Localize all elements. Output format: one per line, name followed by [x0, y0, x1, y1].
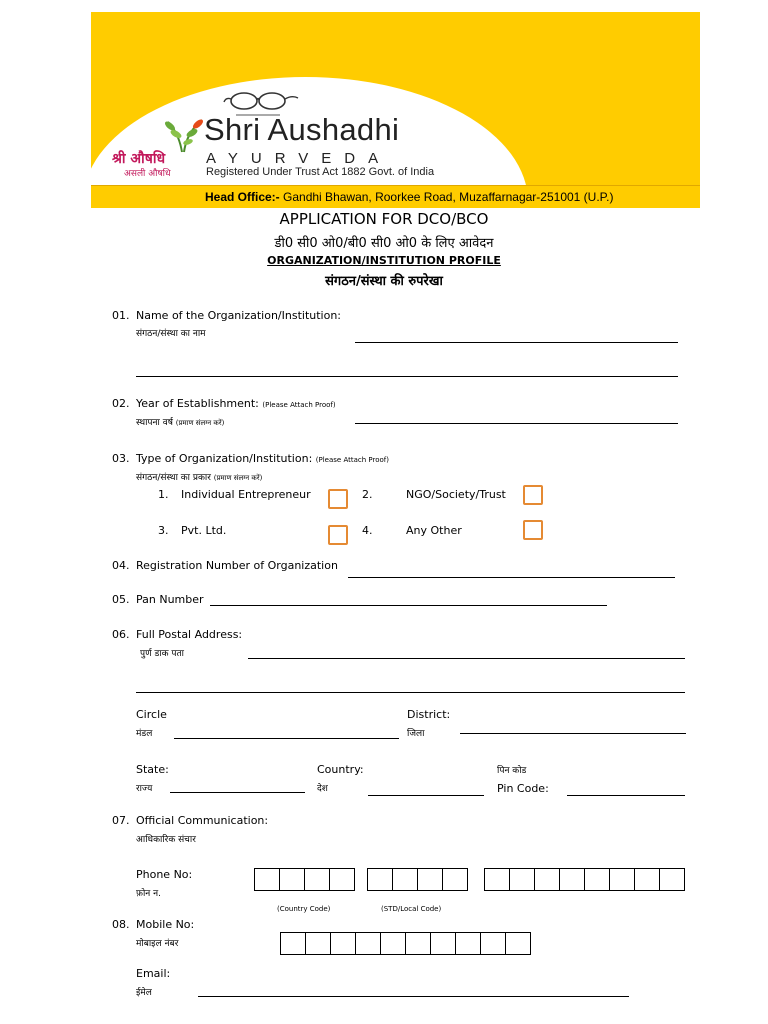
- country-code-caption: (Country Code): [277, 905, 331, 913]
- q3-hindi-note: (प्रमाण संलग्न करें): [213, 474, 263, 482]
- application-title-hindi: डी0 सी0 ओ0/बी0 सी0 ओ0 के लिए आवेदन: [274, 236, 494, 251]
- org-name-field-line2[interactable]: [136, 376, 678, 377]
- registration-number-field[interactable]: [348, 577, 675, 578]
- head-office-label: Head Office:-: [205, 190, 280, 204]
- pin-label-hindi: पिन कोड: [497, 766, 527, 776]
- q2-hindi-text: स्थापना वर्ष: [136, 418, 173, 428]
- q5-number: 05.: [112, 593, 130, 606]
- profile-title: ORGANIZATION/INSTITUTION PROFILE: [267, 254, 501, 267]
- q1-label-hindi: संगठन/संस्था का नाम: [136, 329, 206, 339]
- pan-number-field[interactable]: [210, 605, 607, 606]
- mobile-label: Mobile No:: [136, 918, 195, 931]
- q7-label: Official Communication:: [136, 814, 269, 827]
- q3-label-hindi: [136, 470, 262, 483]
- brand-name-hindi: श्री औषधि: [112, 151, 166, 167]
- district-field[interactable]: [460, 733, 686, 734]
- phone-label: Phone No:: [136, 868, 193, 881]
- profile-title-hindi: संगठन/संस्था की रुपरेखा: [325, 274, 443, 289]
- email-field[interactable]: [198, 996, 629, 997]
- q6-label: Full Postal Address:: [136, 628, 243, 641]
- circle-label-hindi: मंडल: [136, 729, 153, 739]
- q2-hindi-note: (प्रमाण संलग्न करें): [175, 419, 225, 427]
- phone-label-hindi: फ़ोन न.: [136, 889, 161, 899]
- any-other-checkbox[interactable]: [523, 520, 543, 540]
- q7-label-hindi: आधिकारिक संचार: [136, 835, 196, 845]
- q5-label: Pan Number: [136, 593, 204, 606]
- district-label-hindi: जिला: [407, 729, 425, 739]
- q8-number: 08.: [112, 918, 130, 931]
- option-3-label: Pvt. Ltd.: [181, 524, 227, 537]
- q1-label: Name of the Organization/Institution:: [136, 309, 342, 322]
- country-field[interactable]: [368, 795, 484, 796]
- head-office-address: Gandhi Bhawan, Roorkee Road, Muzaffarnagar-251001 (U.P.): [283, 190, 614, 204]
- email-label: Email:: [136, 967, 171, 980]
- postal-address-field[interactable]: [248, 658, 685, 659]
- option-1-label: Individual Entrepreneur: [181, 488, 311, 501]
- option-4-label: Any Other: [406, 524, 462, 537]
- q2-label: [136, 397, 336, 410]
- phone-number-boxes[interactable]: [485, 868, 685, 891]
- circle-label: Circle: [136, 708, 167, 721]
- std-code-caption: (STD/Local Code): [381, 905, 442, 913]
- q1-number: 01.: [112, 309, 130, 322]
- q2-number: 02.: [112, 397, 130, 410]
- option-4-number: 4.: [362, 524, 373, 537]
- state-label: State:: [136, 763, 169, 776]
- q3-note: (Please Attach Proof): [315, 456, 389, 464]
- q3-number: 03.: [112, 452, 130, 465]
- q3-label-text: Type of Organization/Institution:: [136, 452, 313, 465]
- postal-address-field-line2[interactable]: [136, 692, 685, 693]
- email-label-hindi: ईमेल: [136, 988, 152, 998]
- q2-note: (Please Attach Proof): [262, 401, 336, 409]
- brand-subtitle: AYURVEDA: [206, 150, 392, 167]
- country-label: Country:: [317, 763, 364, 776]
- pin-label: Pin Code:: [497, 782, 549, 795]
- org-name-field[interactable]: [355, 342, 678, 343]
- q6-number: 06.: [112, 628, 130, 641]
- option-1-number: 1.: [158, 488, 169, 501]
- header-banner: [91, 12, 700, 208]
- option-2-label: NGO/Society/Trust: [406, 488, 506, 501]
- circle-field[interactable]: [174, 738, 399, 739]
- option-3-number: 3.: [158, 524, 169, 537]
- option-2-number: 2.: [362, 488, 373, 501]
- pvt-ltd-checkbox[interactable]: [328, 525, 348, 545]
- country-label-hindi: देश: [317, 784, 328, 794]
- q4-label: Registration Number of Organization: [136, 559, 338, 572]
- ngo-society-trust-checkbox[interactable]: [523, 485, 543, 505]
- q3-hindi-text: संगठन/संस्था का प्रकार: [136, 473, 211, 483]
- registration-text: Registered Under Trust Act 1882 Govt. of India: [206, 166, 435, 178]
- country-code-boxes[interactable]: [255, 868, 355, 891]
- std-code-boxes[interactable]: [368, 868, 468, 891]
- q2-label-hindi: [136, 415, 224, 428]
- q7-number: 07.: [112, 814, 130, 827]
- brand-name: Shri Aushadhi: [204, 112, 400, 147]
- brand-tagline-hindi: असली औषधि: [124, 169, 171, 179]
- q4-number: 04.: [112, 559, 130, 572]
- district-label: District:: [407, 708, 451, 721]
- application-title: APPLICATION FOR DCO/BCO: [279, 210, 489, 228]
- head-office: [205, 190, 613, 204]
- pin-code-field[interactable]: [567, 795, 685, 796]
- mobile-label-hindi: मोबाइल नंबर: [136, 939, 179, 949]
- q2-label-text: Year of Establishment:: [136, 397, 259, 410]
- state-field[interactable]: [170, 792, 305, 793]
- individual-entrepreneur-checkbox[interactable]: [328, 489, 348, 509]
- q6-label-hindi: पुर्ण डाक पता: [140, 649, 184, 659]
- state-label-hindi: राज्य: [136, 784, 153, 794]
- leaf-logo-icon: [162, 116, 206, 154]
- establishment-year-field[interactable]: [355, 423, 678, 424]
- q3-label: [136, 452, 389, 465]
- mobile-number-boxes[interactable]: [281, 932, 531, 955]
